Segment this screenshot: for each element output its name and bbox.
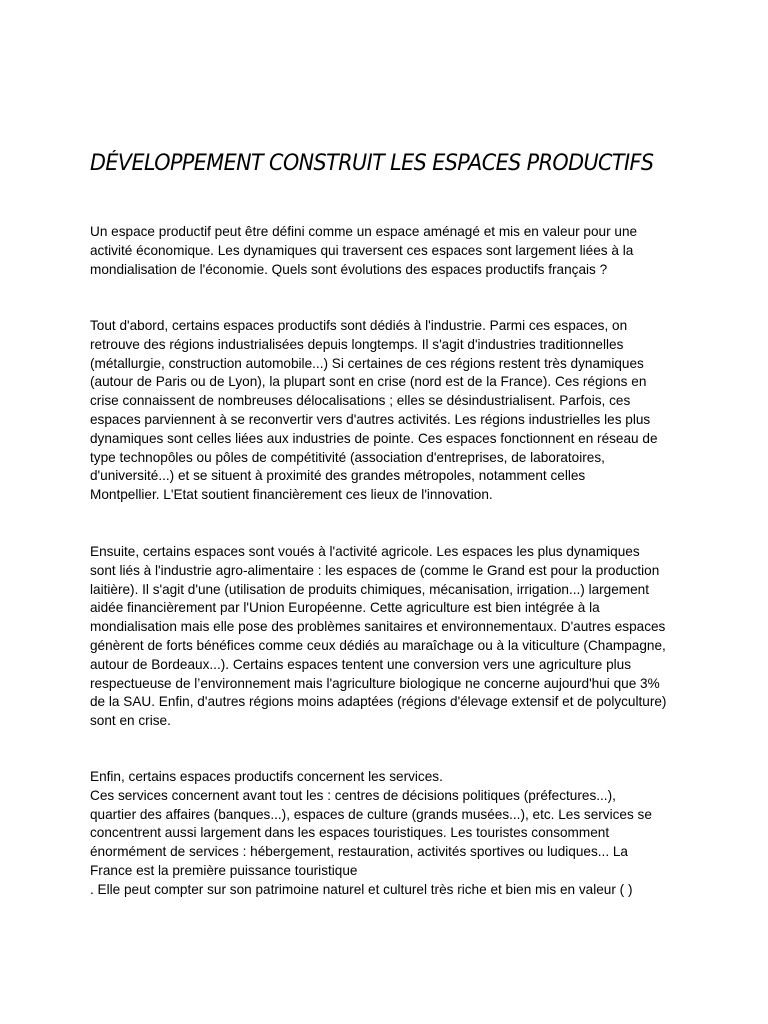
paragraph-line: aidée financièrement par l'Union Européenne. Cette agriculture est bien intégrée à la xyxy=(90,600,600,616)
paragraph-line: énormément de services : hébergement, restauration, activités sportives ou ludiques... La xyxy=(90,844,628,860)
paragraph-line: génèrent de forts bénéfices comme ceux dédiés au maraîchage ou à la viticulture (Champagne, xyxy=(90,637,666,653)
paragraph-line: respectueuse de l’environnement mais l'agriculture biologique ne concerne aujourd'hui que 3% xyxy=(90,675,660,691)
paragraph-line: (autour de Paris ou de Lyon), la plupart sont en crise (nord est de la France). Ces régions en xyxy=(90,374,647,390)
paragraph-line: mondialisation mais elle pose des problèmes sanitaires et environnementaux. D'autres espaces xyxy=(90,619,666,635)
paragraph-introduction xyxy=(90,223,690,279)
paragraph-line: crise connaissent de nombreuses délocalisations ; elles se désindustrialisent. Parfois, ces xyxy=(90,393,631,409)
paragraph-line: (métallurgie, construction automobile...) Si certaines de ces régions restent très dynamiques xyxy=(90,355,644,371)
paragraph-line: laitière). Il s'agit d'une (utilisation de produits chimiques, mécanisation, irrigation...) largement xyxy=(90,581,650,597)
paragraph-line: retrouve des régions industrialisées depuis longtemps. Il s'agit d'industries traditionnelles xyxy=(90,336,624,352)
paragraph-agriculture xyxy=(90,543,690,731)
paragraph-line: espaces parviennent à se reconvertir vers d'autres activités. Les régions industrielles les plus xyxy=(90,411,651,427)
paragraph-line: Ensuite, certains espaces sont voués à l'activité agricole. Les espaces les plus dynamiques xyxy=(90,544,640,559)
paragraph-line: activité économique. Les dynamiques qui traversent ces espaces sont largement liées à la xyxy=(90,242,634,258)
paragraph-line: Ces services concernent avant tout les : centres de décisions politiques (préfectures...), xyxy=(90,787,616,803)
paragraph-line: concentrent aussi largement dans les espaces touristiques. Les touristes consomment xyxy=(90,825,610,841)
paragraph-line: autour de Bordeaux...). Certains espaces tentent une conversion vers une agriculture plus xyxy=(90,656,632,672)
paragraph-line: Montpellier. L'Etat soutient financièrement ces lieux de l'innovation. xyxy=(90,487,493,503)
paragraph-industry xyxy=(90,317,690,505)
paragraph-line: Un espace productif peut être défini comme un espace aménagé et mis en valeur pour une xyxy=(90,224,638,239)
paragraph-line: Tout d'abord, certains espaces productifs sont dédiés à l'industrie. Parmi ces espaces, on xyxy=(90,318,628,333)
paragraph-services xyxy=(90,768,690,900)
paragraph-line: dynamiques sont celles liées aux industries de pointe. Ces espaces fonctionnent en réseau de xyxy=(90,430,658,446)
paragraph-line: France est la première puissance touristique xyxy=(90,862,358,878)
paragraph-line: quartier des affaires (banques...), espaces de culture (grands musées...), etc. Les services se xyxy=(90,806,652,822)
paragraph-line: d'université...) et se situent à proximité des grandes métropoles, notamment celles xyxy=(90,468,586,484)
document-title: DÉVELOPPEMENT CONSTRUIT LES ESPACES PRODUCTIFS xyxy=(90,151,654,176)
paragraph-line: type technopôles ou pôles de compétitivité (association d'entreprises, de laboratoires, xyxy=(90,449,605,465)
paragraph-line: Enfin, certains espaces productifs concernent les services. xyxy=(90,769,443,784)
paragraph-line: sont liés à l'industrie agro-alimentaire : les espaces de (comme le Grand est pour la production xyxy=(90,562,660,578)
paragraph-line: mondialisation de l'économie. Quels sont évolutions des espaces productifs français ? xyxy=(90,261,608,277)
paragraph-line: sont en crise. xyxy=(90,713,171,729)
paragraph-line: de la SAU. Enfin, d'autres régions moins adaptées (régions d'élevage extensif et de polyculture) xyxy=(90,694,667,710)
paragraph-line: . Elle peut compter sur son patrimoine naturel et culturel très riche et bien mis en valeur ( ) xyxy=(90,881,633,897)
